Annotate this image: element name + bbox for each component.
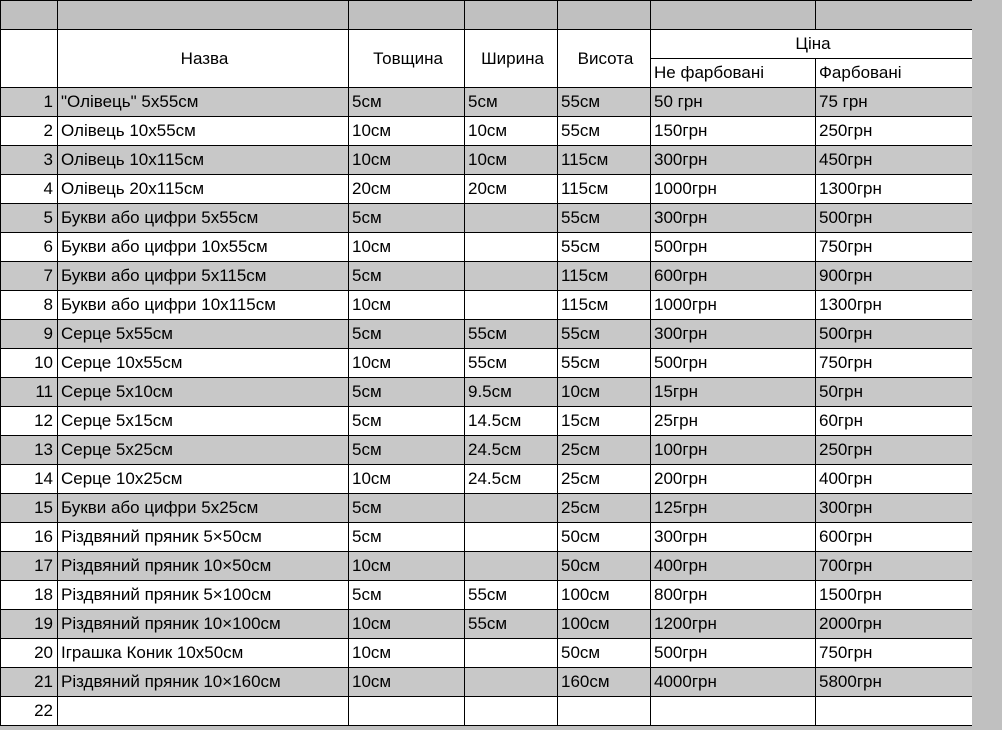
table-row xyxy=(1,465,973,494)
cell-width[interactable] xyxy=(465,639,558,668)
cell-price-painted[interactable]: 60грн xyxy=(816,407,973,436)
cell-height[interactable]: 15см xyxy=(558,407,651,436)
row-number[interactable]: 14 xyxy=(1,465,58,494)
cell-name[interactable]: Олівець 10х115см xyxy=(58,146,349,175)
cell-price-painted[interactable]: 750грн xyxy=(816,233,973,262)
cell-price-unpainted[interactable]: 1000грн xyxy=(651,291,816,320)
cell-height[interactable]: 10см xyxy=(558,378,651,407)
cell-height[interactable]: 50см xyxy=(558,639,651,668)
table-row xyxy=(1,581,973,610)
row-number[interactable]: 21 xyxy=(1,668,58,697)
cell-thickness[interactable]: 10см xyxy=(349,291,465,320)
table-row xyxy=(1,378,973,407)
cell-thickness[interactable]: 10см xyxy=(349,465,465,494)
cell-width[interactable] xyxy=(465,523,558,552)
cell-price-unpainted[interactable]: 15грн xyxy=(651,378,816,407)
cell-price-unpainted[interactable]: 500грн xyxy=(651,233,816,262)
table-row xyxy=(1,697,973,726)
header-thickness[interactable]: Товщина xyxy=(349,30,465,88)
cell-height[interactable]: 100см xyxy=(558,610,651,639)
cell-thickness[interactable]: 10см xyxy=(349,349,465,378)
cell[interactable] xyxy=(465,1,558,30)
cell-price-painted[interactable]: 450грн xyxy=(816,146,973,175)
cell-width[interactable]: 55см xyxy=(465,349,558,378)
cell-thickness[interactable]: 5см xyxy=(349,523,465,552)
cell-height[interactable]: 25см xyxy=(558,465,651,494)
cell-thickness[interactable]: 10см xyxy=(349,146,465,175)
cell-price-unpainted[interactable]: 400грн xyxy=(651,552,816,581)
cell-thickness[interactable]: 5см xyxy=(349,436,465,465)
row-number[interactable]: 18 xyxy=(1,581,58,610)
row-number[interactable]: 19 xyxy=(1,610,58,639)
cell-thickness[interactable] xyxy=(349,697,465,726)
cell-price-painted[interactable]: 750грн xyxy=(816,639,973,668)
cell-width[interactable]: 24.5см xyxy=(465,465,558,494)
cell-height[interactable]: 55см xyxy=(558,320,651,349)
cell-price-painted[interactable]: 500грн xyxy=(816,320,973,349)
table-row xyxy=(1,494,973,523)
cell-width[interactable] xyxy=(465,697,558,726)
cell-price-unpainted[interactable]: 300грн xyxy=(651,204,816,233)
cell-name[interactable]: Олівець 20х115см xyxy=(58,175,349,204)
cell-name[interactable]: Різдвяний пряник 10×160см xyxy=(58,668,349,697)
cell-width[interactable]: 10см xyxy=(465,146,558,175)
cell-price-painted[interactable]: 750грн xyxy=(816,349,973,378)
cell-thickness[interactable]: 10см xyxy=(349,117,465,146)
cell[interactable] xyxy=(58,1,349,30)
cell-price-unpainted[interactable]: 500грн xyxy=(651,349,816,378)
row-number[interactable]: 4 xyxy=(1,175,58,204)
cell-thickness[interactable]: 5см xyxy=(349,378,465,407)
cell[interactable] xyxy=(816,1,973,30)
cell-price-unpainted[interactable]: 25грн xyxy=(651,407,816,436)
cell-thickness[interactable]: 20см xyxy=(349,175,465,204)
cell-price-painted[interactable]: 250грн xyxy=(816,436,973,465)
cell-width[interactable]: 55см xyxy=(465,610,558,639)
cell-height[interactable]: 50см xyxy=(558,523,651,552)
cell-name[interactable]: Серце 5х25см xyxy=(58,436,349,465)
row-number[interactable]: 11 xyxy=(1,378,58,407)
cell-thickness[interactable]: 5см xyxy=(349,204,465,233)
cell-name[interactable]: Букви або цифри 5х55см xyxy=(58,204,349,233)
cell-width[interactable]: 5см xyxy=(465,88,558,117)
row-number[interactable]: 3 xyxy=(1,146,58,175)
row-number[interactable]: 20 xyxy=(1,639,58,668)
cell-height[interactable]: 115см xyxy=(558,175,651,204)
cell-price-unpainted[interactable] xyxy=(651,697,816,726)
row-number[interactable]: 22 xyxy=(1,697,58,726)
cell-price-unpainted[interactable]: 100грн xyxy=(651,436,816,465)
sheet-gray-area xyxy=(972,0,1002,730)
cell[interactable] xyxy=(349,1,465,30)
cell-height[interactable]: 100см xyxy=(558,581,651,610)
cell-name[interactable]: Різдвяний пряник 5×50см xyxy=(58,523,349,552)
cell-name[interactable]: Іграшка Коник 10х50см xyxy=(58,639,349,668)
cell-width[interactable]: 55см xyxy=(465,581,558,610)
cell-price-unpainted[interactable]: 125грн xyxy=(651,494,816,523)
cell-width[interactable] xyxy=(465,204,558,233)
cell[interactable] xyxy=(558,1,651,30)
table-row xyxy=(1,88,973,117)
cell-height[interactable]: 115см xyxy=(558,146,651,175)
cell-name[interactable]: Букви або цифри 10х55см xyxy=(58,233,349,262)
table-row xyxy=(1,407,973,436)
cell-price-painted[interactable]: 2000грн xyxy=(816,610,973,639)
cell-width[interactable] xyxy=(465,291,558,320)
cell-height[interactable] xyxy=(558,697,651,726)
cell-price-painted[interactable]: 1500грн xyxy=(816,581,973,610)
cell-name[interactable]: Олівець 10х55см xyxy=(58,117,349,146)
cell-price-unpainted[interactable]: 50 грн xyxy=(651,88,816,117)
cell-name[interactable]: Різдвяний пряник 10×50см xyxy=(58,552,349,581)
header-height[interactable]: Висота xyxy=(558,30,651,88)
cell-name[interactable]: Букви або цифри 5х25см xyxy=(58,494,349,523)
table-row xyxy=(1,320,973,349)
cell-price-unpainted[interactable]: 150грн xyxy=(651,117,816,146)
cell-width[interactable] xyxy=(465,552,558,581)
table-row xyxy=(1,552,973,581)
cell-name[interactable]: Букви або цифри 5х115см xyxy=(58,262,349,291)
cell-width[interactable] xyxy=(465,233,558,262)
table-row xyxy=(1,291,973,320)
cell-thickness[interactable]: 5см xyxy=(349,581,465,610)
table-row xyxy=(1,233,973,262)
cell-width[interactable]: 9.5см xyxy=(465,378,558,407)
cell-height[interactable]: 55см xyxy=(558,233,651,262)
table-row xyxy=(1,523,973,552)
row-number[interactable]: 1 xyxy=(1,88,58,117)
cell-name[interactable]: Серце 5х15см xyxy=(58,407,349,436)
cell-price-painted[interactable]: 75 грн xyxy=(816,88,973,117)
cell[interactable] xyxy=(1,1,58,30)
row-number[interactable]: 13 xyxy=(1,436,58,465)
cell-price-painted[interactable]: 50грн xyxy=(816,378,973,407)
cell-price-painted[interactable]: 1300грн xyxy=(816,291,973,320)
cell-height[interactable]: 55см xyxy=(558,349,651,378)
cell-width[interactable]: 20см xyxy=(465,175,558,204)
header-width[interactable]: Ширина xyxy=(465,30,558,88)
table-row xyxy=(1,668,973,697)
cell-width[interactable]: 14.5см xyxy=(465,407,558,436)
cell-width[interactable]: 24.5см xyxy=(465,436,558,465)
cell-height[interactable]: 55см xyxy=(558,88,651,117)
row-number[interactable]: 9 xyxy=(1,320,58,349)
cell-height[interactable]: 55см xyxy=(558,117,651,146)
header-price-painted[interactable]: Фарбовані xyxy=(816,59,973,88)
cell-price-painted[interactable]: 250грн xyxy=(816,117,973,146)
cell-height[interactable]: 160см xyxy=(558,668,651,697)
row-number[interactable]: 2 xyxy=(1,117,58,146)
cell-price-unpainted[interactable]: 300грн xyxy=(651,146,816,175)
cell-price-painted[interactable]: 1300грн xyxy=(816,175,973,204)
header-name[interactable]: Назва xyxy=(58,30,349,88)
cell-width[interactable] xyxy=(465,668,558,697)
cell-thickness[interactable]: 5см xyxy=(349,494,465,523)
cell-price-unpainted[interactable]: 500грн xyxy=(651,639,816,668)
table-row xyxy=(1,639,973,668)
cell-name[interactable]: Серце 10х25см xyxy=(58,465,349,494)
cell-height[interactable]: 25см xyxy=(558,436,651,465)
cell-thickness[interactable]: 5см xyxy=(349,88,465,117)
cell-price-unpainted[interactable]: 800грн xyxy=(651,581,816,610)
cell-thickness[interactable]: 5см xyxy=(349,262,465,291)
row-number[interactable]: 15 xyxy=(1,494,58,523)
cell[interactable] xyxy=(651,1,816,30)
cell-name[interactable] xyxy=(58,697,349,726)
table-row xyxy=(1,117,973,146)
cell-width[interactable]: 55см xyxy=(465,320,558,349)
row-number[interactable]: 7 xyxy=(1,262,58,291)
cell-thickness[interactable]: 10см xyxy=(349,233,465,262)
table-row xyxy=(1,175,973,204)
header-price-unpainted[interactable]: Не фарбовані xyxy=(651,59,816,88)
cell-price-painted[interactable]: 400грн xyxy=(816,465,973,494)
table-row xyxy=(1,349,973,378)
header-row xyxy=(1,30,973,59)
cell-thickness[interactable]: 5см xyxy=(349,320,465,349)
cell-width[interactable] xyxy=(465,262,558,291)
cell-name[interactable]: Різдвяний пряник 10×100см xyxy=(58,610,349,639)
row-number[interactable]: 5 xyxy=(1,204,58,233)
cell-price-painted[interactable]: 900грн xyxy=(816,262,973,291)
cell-price-painted[interactable]: 300грн xyxy=(816,494,973,523)
cell-price-unpainted[interactable]: 1000грн xyxy=(651,175,816,204)
cell-name[interactable]: Серце 5х55см xyxy=(58,320,349,349)
table-row xyxy=(1,146,973,175)
row-number[interactable]: 12 xyxy=(1,407,58,436)
row-number[interactable]: 10 xyxy=(1,349,58,378)
cell-price-painted[interactable]: 500грн xyxy=(816,204,973,233)
table-row xyxy=(1,204,973,233)
cell-price-unpainted[interactable]: 600грн xyxy=(651,262,816,291)
cell-height[interactable]: 115см xyxy=(558,291,651,320)
cell-thickness[interactable]: 10см xyxy=(349,639,465,668)
cell-price-painted[interactable]: 5800грн xyxy=(816,668,973,697)
cell-height[interactable]: 115см xyxy=(558,262,651,291)
cell-thickness[interactable]: 5см xyxy=(349,407,465,436)
cell-height[interactable]: 25см xyxy=(558,494,651,523)
cell-height[interactable]: 55см xyxy=(558,204,651,233)
cell-thickness[interactable]: 10см xyxy=(349,552,465,581)
cell-price-painted[interactable] xyxy=(816,697,973,726)
row-number[interactable]: 17 xyxy=(1,552,58,581)
cell-name[interactable]: Серце 5х10см xyxy=(58,378,349,407)
cell-thickness[interactable]: 10см xyxy=(349,668,465,697)
table-row xyxy=(1,262,973,291)
cell-price-painted[interactable]: 700грн xyxy=(816,552,973,581)
cell-price-unpainted[interactable]: 300грн xyxy=(651,523,816,552)
cell-name[interactable]: Букви або цифри 10х115см xyxy=(58,291,349,320)
cell-price-unpainted[interactable]: 200грн xyxy=(651,465,816,494)
row-number[interactable]: 6 xyxy=(1,233,58,262)
cell-name[interactable]: Серце 10х55см xyxy=(58,349,349,378)
cell-name[interactable]: "Олівець" 5х55см xyxy=(58,88,349,117)
cell-thickness[interactable]: 10см xyxy=(349,610,465,639)
row-number[interactable]: 16 xyxy=(1,523,58,552)
cell-price-painted[interactable]: 600грн xyxy=(816,523,973,552)
cell-height[interactable]: 50см xyxy=(558,552,651,581)
cell-price-unpainted[interactable]: 4000грн xyxy=(651,668,816,697)
spreadsheet-top-row xyxy=(1,1,973,30)
table-row xyxy=(1,610,973,639)
cell-price-unpainted[interactable]: 300грн xyxy=(651,320,816,349)
header-price[interactable]: Ціна xyxy=(651,30,973,59)
row-number[interactable]: 8 xyxy=(1,291,58,320)
cell-name[interactable]: Різдвяний пряник 5×100см xyxy=(58,581,349,610)
cell-price-unpainted[interactable]: 1200грн xyxy=(651,610,816,639)
cell-width[interactable]: 10см xyxy=(465,117,558,146)
table-row xyxy=(1,436,973,465)
cell-width[interactable] xyxy=(465,494,558,523)
row-number-header[interactable] xyxy=(1,30,58,88)
